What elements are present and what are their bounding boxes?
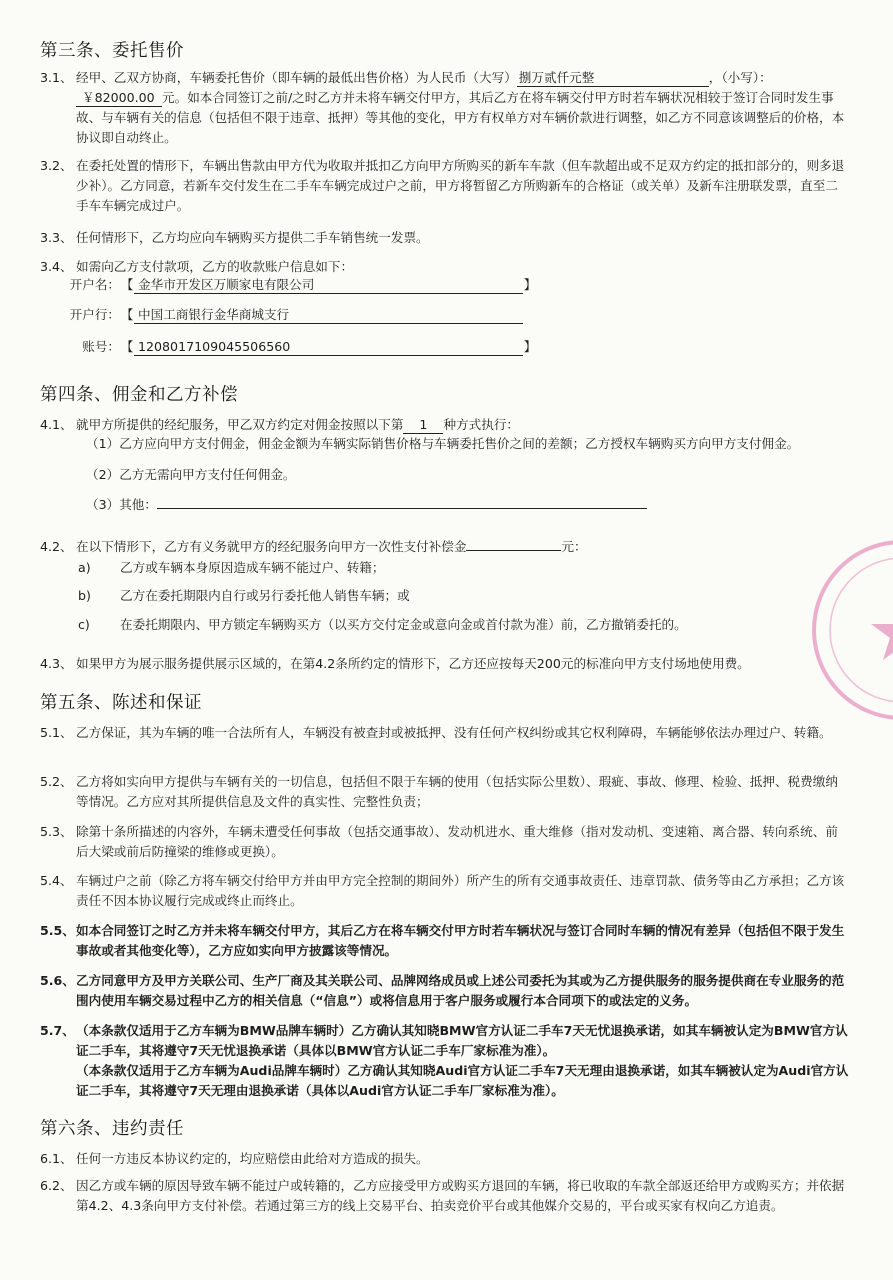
clause-6-2: 6.2、 因乙方或车辆的原因导致车辆不能过户或转籍的，乙方应接受甲方或购买方退回的车辆，将已收取的车款全部返还给甲方或购买方；并依据第4.2、4.3条向甲方支付补偿。若通过第三方的线上交易平台、拍卖竞价平台或其他媒介交易的，平台或买家有权向乙方追责。	[40, 1178, 845, 1213]
clause-3-1: 3.1、 经甲、乙双方协商，车辆委托售价（即车辆的最低出售价格）为人民币（大写） 捌万贰仟元整 ，（小写）： ￥82000.00 元。如本合同签订之前/之时乙方并未将车辆交付甲方，其后乙方在将车辆交付甲方时若车辆状况相较于签订合同时发生事故、与车辆有关的信息（包括但不限于违章、抵押）等其他的变化，甲方有权单方对车辆价款进行调整，如乙方不同意该调整后的价格，本协议即自动终止。	[40, 70, 845, 145]
section5-title: 第五条、陈述和保证	[40, 693, 202, 713]
clause-5-4: 5.4、 车辆过户之前（除乙方将车辆交付给甲方并由甲方完全控制的期间外）所产生的所有交通事故责任、违章罚款、债务等由乙方承担；乙方该责任不因本协议履行完成或终止而终止。	[40, 873, 845, 908]
compensation-amount-field	[466, 550, 561, 551]
account-name-row: 开户名：【 金华市开发区万顺家电有限公司 】	[69, 277, 537, 292]
amount-upper-field: 捌万贰仟元整	[517, 69, 709, 87]
seal-star-icon	[812, 540, 893, 720]
account-number-row: 账号：【 1208017109045506560 】	[82, 339, 537, 354]
clause-3-2: 3.2、 在委托处置的情形下，车辆出售款由甲方代为收取并抵扣乙方向甲方所购买的新车车款（但车款超出或不足双方约定的抵扣部分的，则多退少补）。乙方同意，若新车交付发生在二手车车辆完成过户之前，甲方将暂留乙方所购新车的合格证（或关单）及新车注册联发票，直至二手车车辆完成过户。	[40, 158, 845, 213]
clause-number: 3.1、	[40, 70, 73, 85]
item-a: a) 乙方或车辆本身原因造成车辆不能过户、转籍；	[78, 560, 385, 575]
account-number-field: 1208017109045506560	[134, 338, 523, 356]
clause-6-1: 6.1、 任何一方违反本协议约定的，均应赔偿由此给对方造成的损失。	[40, 1151, 429, 1166]
clause-5-1: 5.1、 乙方保证，其为车辆的唯一合法所有人，车辆没有被查封或被抵押、没有任何产权纠纷或其它权利障碍，车辆能够依法办理过户、转籍。	[40, 725, 832, 740]
bank-field: 中国工商银行金华商城支行	[134, 306, 523, 324]
clause-4-2: 4.2、 在以下情形下，乙方有义务就甲方的经纪服务向甲方一次性支付补偿金 元：	[40, 539, 587, 554]
clause-4-3: 4.3、 如果甲方为展示服务提供展示区域的，在第4.2条所约定的情形下，乙方还应按每天200元的标准向甲方支付场地使用费。	[40, 656, 750, 671]
item-c: c) 在委托期限内、甲方锁定车辆购买方（以买方交付定金或意向金或首付款为准）前，乙方撤销委托的。	[78, 617, 687, 632]
option-1: （1）乙方应向甲方支付佣金，佣金金额为车辆实际销售价格与车辆委托售价之间的差额；乙方授权车辆购买方向甲方支付佣金。	[86, 436, 800, 451]
clause-5-5: 5.5、 如本合同签订之时乙方并未将车辆交付甲方，其后乙方在将车辆交付甲方时若车辆状况与签订合同时车辆的情况有差异（包括但不限于发生事故或者其他变化等），乙方应如实向甲方披露该等情况。	[40, 923, 845, 958]
clause-5-3: 5.3、 除第十条所描述的内容外，车辆未遭受任何事故（包括交通事故）、发动机进水、重大维修（指对发动机、变速箱、离合器、转向系统、前后大梁或前后防撞梁的维修或更换）。	[40, 824, 838, 859]
option-2: （2）乙方无需向甲方支付任何佣金。	[86, 467, 296, 482]
company-seal	[812, 540, 893, 720]
clause-5-2: 5.2、 乙方将如实向甲方提供与车辆有关的一切信息，包括但不限于车辆的使用（包括实际公里数）、瑕疵、事故、修理、检验、抵押、税费缴纳等情况。乙方应对其所提供信息及文件的真实性、完整性负责；	[40, 774, 838, 809]
bank-row: 开户行：【 中国工商银行金华商城支行	[60, 306, 537, 324]
section4-title: 第四条、佣金和乙方补偿	[40, 385, 238, 405]
amount-lower-field: ￥82000.00	[76, 89, 162, 107]
clause-3-3: 3.3、 任何情形下，乙方均应向车辆购买方提供二手车销售统一发票。	[40, 230, 429, 245]
section6-title: 第六条、违约责任	[40, 1119, 184, 1139]
commission-choice-field: 1	[403, 416, 443, 434]
item-b: b) 乙方在委托期限内自行或另行委托他人销售车辆；或	[78, 588, 410, 603]
clause-4-1: 4.1、 就甲方所提供的经纪服务，甲乙双方约定对佣金按照以下第 1 种方式执行：	[40, 417, 519, 432]
option-3-blank	[157, 508, 647, 509]
section3-title: 第三条、委托售价	[40, 41, 184, 61]
option-3: （3）其他：	[86, 496, 647, 514]
clause-5-6: 5.6、 乙方同意甲方及甲方关联公司、生产厂商及其关联公司、品牌网络成员或上述公司委托为其或为乙方提供服务的服务提供商在专业服务的范围内使用车辆交易过程中乙方的相关信息（“信息”）或将信息用于客户服务或履行本合同项下的或法定的义务。	[40, 973, 845, 1008]
clause-5-7: 5.7、 （本条款仅适用于乙方车辆为BMW品牌车辆时）乙方确认其知晓BMW官方认证二手车7天无忧退换承诺，如其车辆被认定为BMW官方认证二手车，其将遵守7天无忧退换承诺（具体以BMW官方认证二手车厂家标准为准）。 （本条款仅适用于乙方车辆为Audi品牌车辆时）乙方确认其知晓Audi官方认证二手车7天无理由退换承诺，如其车辆被认定为Audi官方认证二手车，其将遵守7天无理由退换承诺（具体以Audi官方认证二手车厂家标准为准）。	[40, 1023, 849, 1098]
clause-3-4: 3.4、 如需向乙方支付款项，乙方的收款账户信息如下：	[40, 259, 354, 274]
account-name-field: 金华市开发区万顺家电有限公司	[134, 276, 523, 294]
